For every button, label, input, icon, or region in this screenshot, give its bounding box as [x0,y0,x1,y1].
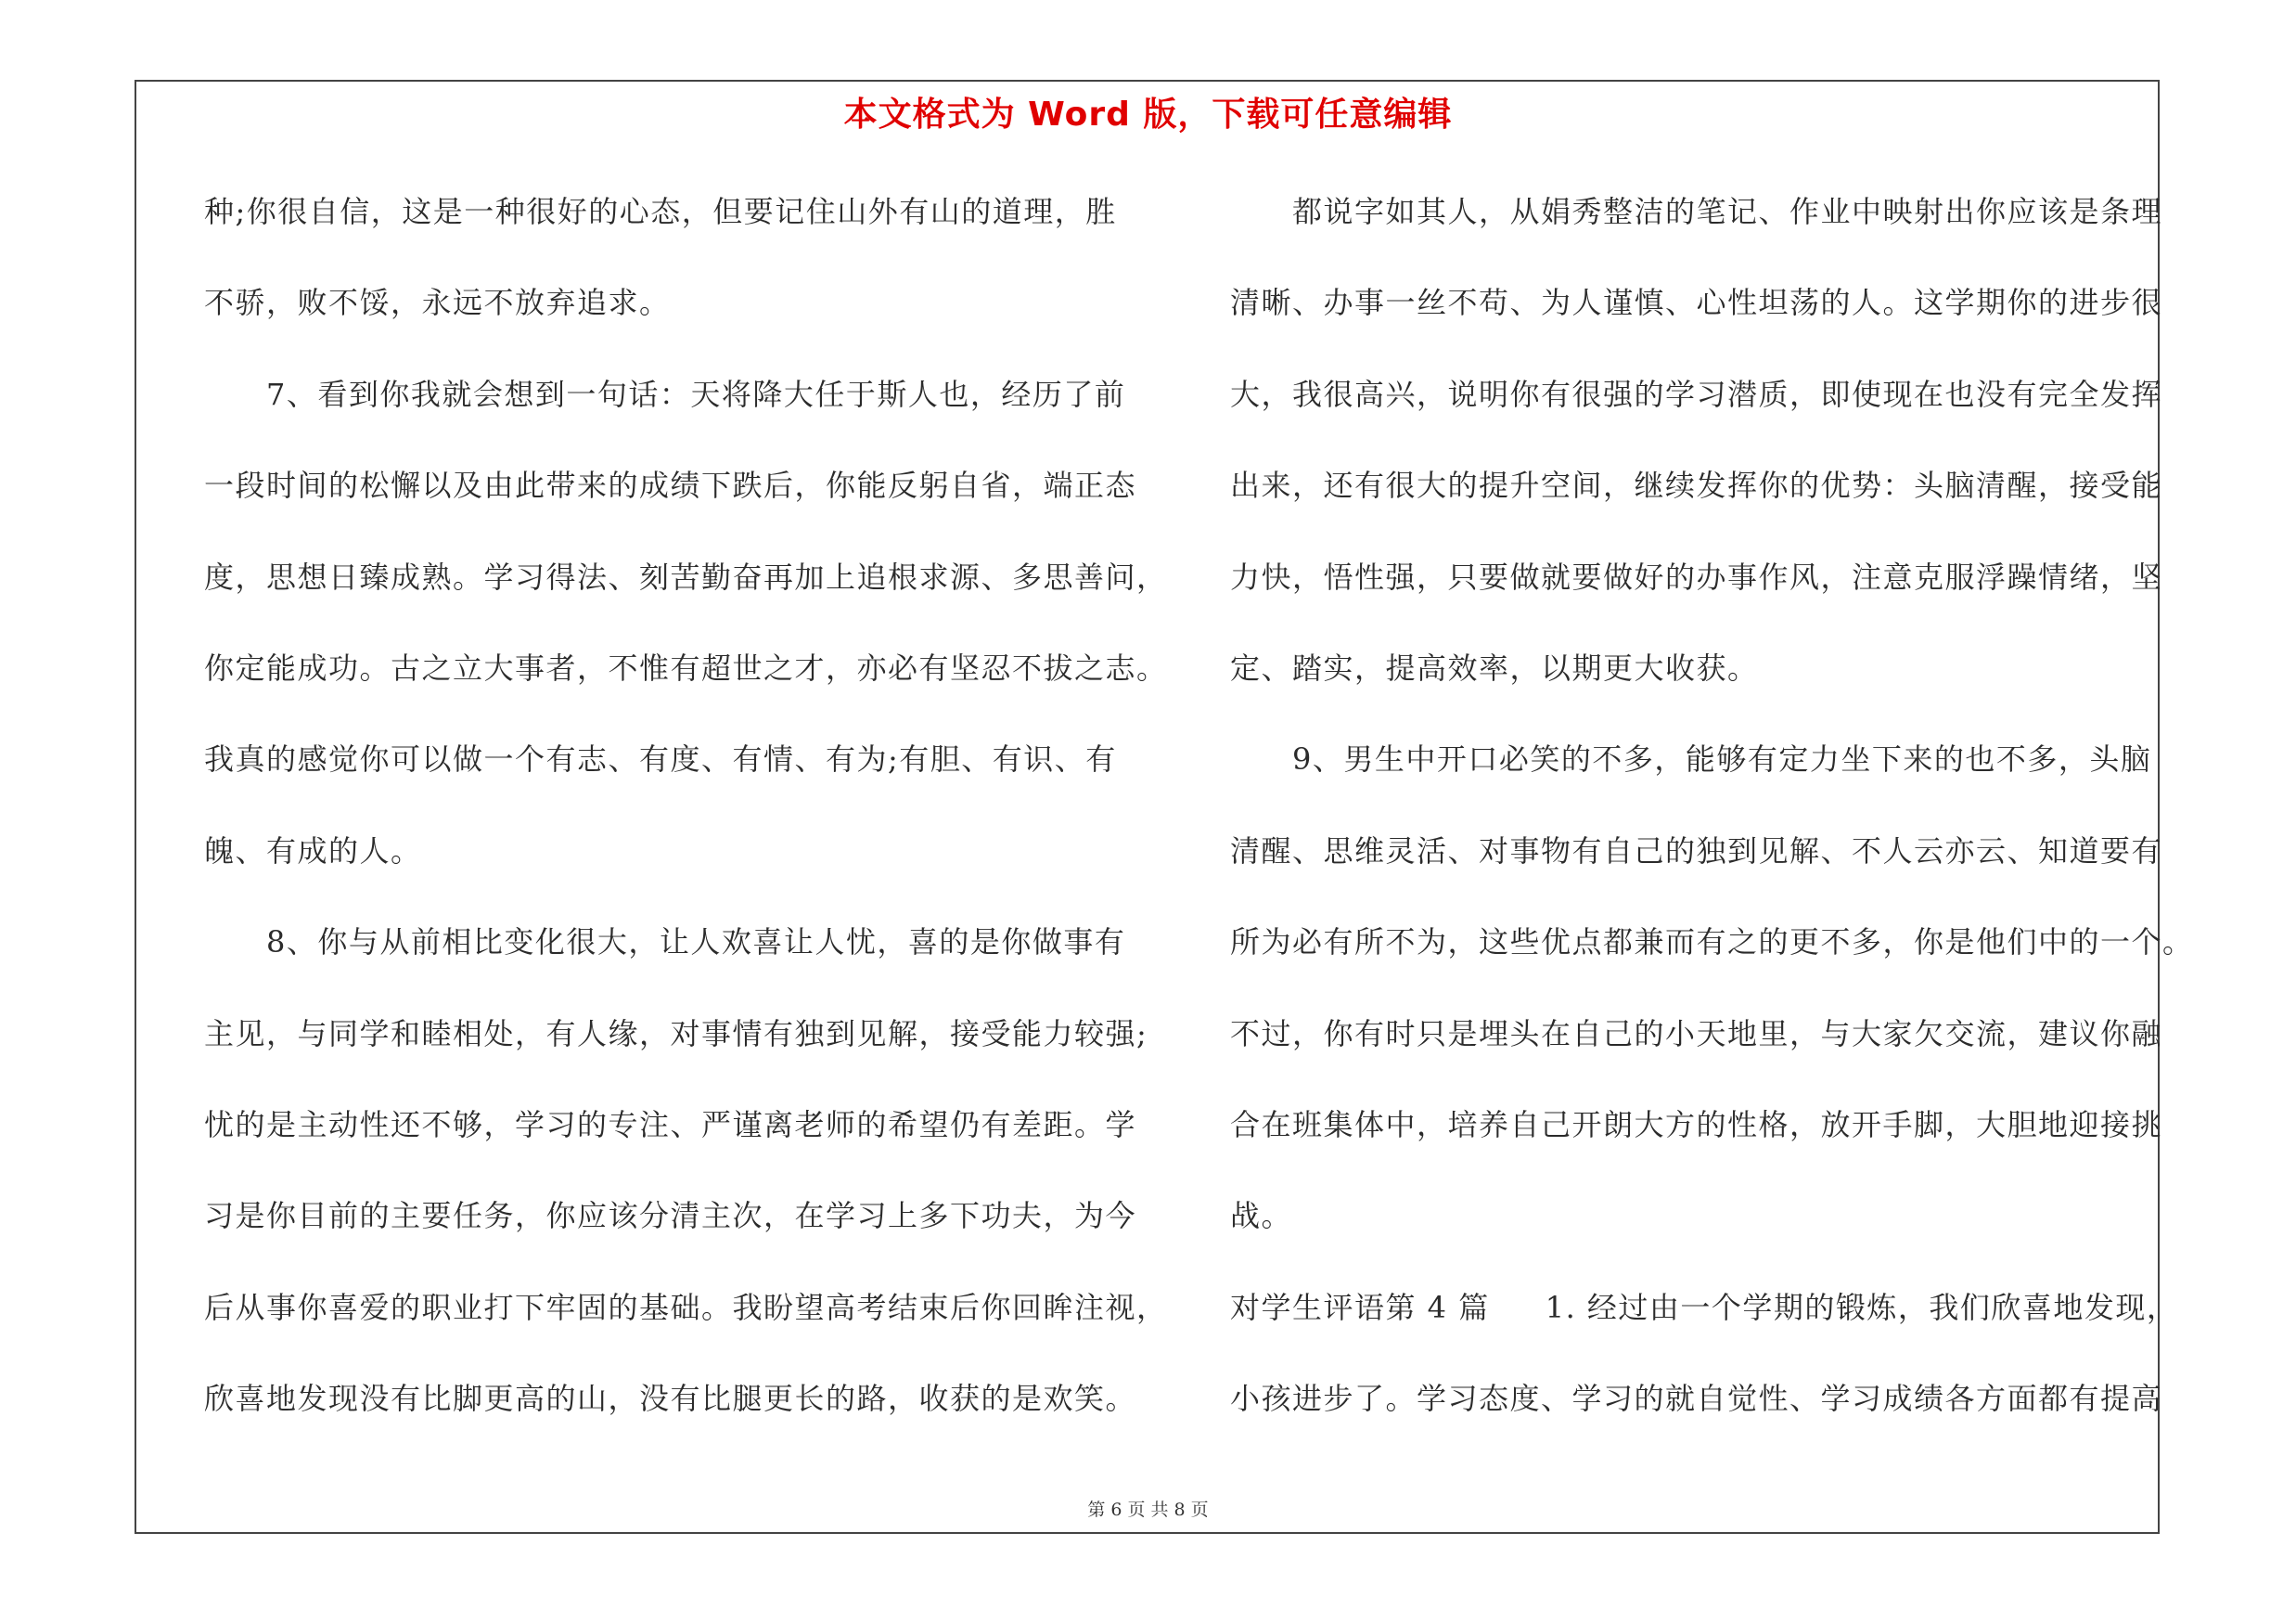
text-line: 清晰、办事一丝不苟、为人谨慎、心性坦荡的人。这学期你的进步很 [1230,285,2163,321]
text-line: 出来，还有很大的提升空间，继续发挥你的优势：头脑清醒，接受能 [1230,468,2163,504]
text-line: 都说字如其人，从娟秀整洁的笔记、作业中映射出你应该是条理 [1230,194,2163,229]
right-column [1230,184,2194,1462]
text-line: 9、男生中开口必笑的不多，能够有定力坐下来的也不多，头脑 [1230,741,2152,778]
text-line: 一段时间的松懈以及由此带来的成绩下跌后，你能反躬自省，端正态 [204,468,1137,504]
text-line: 习是你目前的主要任务，你应该分清主次，在学习上多下功夫，为今 [204,1198,1137,1234]
text-line: 清醒、思维灵活、对事物有自己的独到见解、不人云亦云、知道要有 [1230,832,2163,869]
text-line: 你定能成功。古之立大事者，不惟有超世之才，亦必有坚忍不拔之志。 [204,650,1168,686]
section-first-line: 1. 经过由一个学期的锻炼，我们欣喜地发现， [1545,1289,2178,1325]
text-line: 不骄，败不馁，永远不放弃追求。 [204,285,671,321]
text-line: 力快，悟性强，只要做就要做好的办事作风，注意克服浮躁情绪，坚 [1230,559,2163,595]
text-line: 主见，与同学和睦相处，有人缘，对事情有独到见解，接受能力较强; [204,1015,1148,1051]
text-line: 魄、有成的人。 [204,832,422,869]
section-heading: 对学生评语第 4 篇 [1230,1289,1490,1325]
text-line: 战。 [1230,1198,1293,1234]
text-line: 小孩进步了。学习态度、学习的就自觉性、学习成绩各方面都有提高 [1230,1381,2163,1417]
format-notice-banner: 本文格式为 Word 版，下载可任意编辑 [843,96,1453,134]
text-line: 忧的是主动性还不够，学习的专注、严谨离老师的希望仍有差距。学 [204,1106,1137,1142]
text-line: 欣喜地发现没有比脚更高的山，没有比腿更长的路，收获的是欢笑。 [204,1381,1137,1417]
text-line: 种;你很自信，这是一种很好的心态，但要记住山外有山的道理，胜 [204,194,1117,229]
text-line: 度，思想日臻成熟。学习得法、刻苦勤奋再加上追根求源、多思善问， [204,559,1168,595]
text-line: 7、看到你我就会想到一句话：天将降大任于斯人也，经历了前 [204,376,1126,412]
text-line: 定、踏实，提高效率，以期更大收获。 [1230,650,1759,686]
section-line [1230,1280,2178,1371]
text-line: 大，我很高兴，说明你有很强的学习潜质，即使现在也没有完全发挥 [1230,376,2163,412]
text-line: 8、你与从前相比变化很大，让人欢喜让人忧，喜的是你做事有 [204,924,1126,960]
text-line: 合在班集体中，培养自己开朗大方的性格，放开手脚，大胆地迎接挑 [1230,1106,2163,1142]
text-line: 后从事你喜爱的职业打下牢固的基础。我盼望高考结束后你回眸注视， [204,1289,1168,1325]
text-line: 所为必有所不为，这些优点都兼而有之的更不多，你是他们中的一个。 [1230,924,2194,960]
text-line: 不过，你有时只是埋头在自己的小天地里，与大家欠交流，建议你融 [1230,1015,2163,1051]
text-line: 我真的感觉你可以做一个有志、有度、有情、有为;有胆、有识、有 [204,741,1117,778]
page-number-footer: 第 6 页 共 8 页 [1087,1500,1209,1520]
left-column [204,184,1168,1462]
